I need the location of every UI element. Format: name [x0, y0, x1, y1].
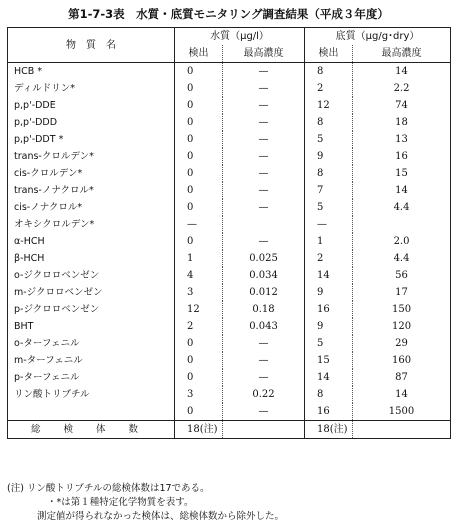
water-detect: 0	[175, 199, 223, 216]
sediment-detect: 15	[305, 352, 353, 369]
sediment-max: 2.0	[393, 236, 410, 247]
sediment-max: 13	[395, 134, 408, 145]
sediment-max: 4.4	[393, 202, 410, 213]
water-detect: 3	[175, 386, 223, 403]
sediment-detect: 12	[305, 97, 353, 114]
water-detect: 0	[175, 165, 223, 182]
table-row	[8, 352, 451, 369]
water-max: 0.025	[223, 250, 305, 267]
total-row	[8, 421, 451, 439]
table-row	[8, 97, 451, 114]
footnote-1: (注) リン酸トリブチルの総検体数は17である。	[7, 483, 210, 494]
sediment-detect: —	[305, 216, 353, 233]
sediment-detect: 5	[305, 335, 353, 352]
water-max: 0.043	[223, 318, 305, 335]
substance-name: オキシクロルデン*	[8, 216, 175, 233]
sediment-max: 2.2	[393, 83, 410, 94]
table-row	[8, 148, 451, 165]
footnote-2: ・*は第１種特定化学物質を表す。	[47, 497, 194, 508]
sediment-detect-header: 検出	[305, 45, 353, 63]
water-detect: 1	[175, 250, 223, 267]
table-row	[8, 335, 451, 352]
water-max: —	[223, 403, 305, 421]
substance-name: HCB *	[8, 63, 175, 81]
sediment-detect: 8	[305, 63, 353, 81]
table-row	[8, 131, 451, 148]
sediment-max: 87	[395, 372, 408, 383]
water-max: —	[223, 165, 305, 182]
substance-name: p,p'-DDD	[8, 114, 175, 131]
sediment-max: 4.4	[393, 253, 410, 264]
substance-name	[8, 403, 175, 421]
sediment-max: 14	[395, 66, 408, 77]
water-max: 0.18	[223, 301, 305, 318]
table-row	[8, 216, 451, 233]
sediment-detect: 14	[305, 369, 353, 386]
substance-name: α-HCH	[8, 233, 175, 250]
substance-name: p-ターフェニル	[8, 369, 175, 386]
table-row	[8, 267, 451, 284]
substance-name: p,p'-DDT *	[8, 131, 175, 148]
sediment-detect: 2	[305, 250, 353, 267]
table-row	[8, 301, 451, 318]
sediment-detect: 5	[305, 131, 353, 148]
sediment-detect: 9	[305, 318, 353, 335]
sediment-max	[353, 216, 451, 233]
sediment-detect: 14	[305, 267, 353, 284]
sediment-max: 15	[395, 168, 408, 179]
water-detect: 0	[175, 80, 223, 97]
monitoring-results-table	[7, 27, 451, 439]
total-water: 18(注)	[175, 421, 223, 439]
water-max: —	[223, 199, 305, 216]
substance-name: o-ジクロロベンゼン	[8, 267, 175, 284]
substance-name: β-HCH	[8, 250, 175, 267]
table-row	[8, 369, 451, 386]
water-detect: 0	[175, 182, 223, 199]
water-detect: 0	[175, 233, 223, 250]
table-row	[8, 403, 451, 421]
water-detect: 2	[175, 318, 223, 335]
water-max: 0.034	[223, 267, 305, 284]
substance-name: cis-クロルデン*	[8, 165, 175, 182]
water-max: —	[223, 97, 305, 114]
table-row	[8, 318, 451, 335]
water-detect: 0	[175, 131, 223, 148]
sediment-detect: 1	[305, 233, 353, 250]
water-max: —	[223, 352, 305, 369]
sediment-max: 160	[391, 355, 412, 366]
table-row	[8, 386, 451, 403]
water-max: —	[223, 335, 305, 352]
water-detect: 0	[175, 148, 223, 165]
water-detect: 3	[175, 284, 223, 301]
water-detect: 0	[175, 114, 223, 131]
sediment-max: 74	[395, 100, 408, 111]
sediment-detect: 5	[305, 199, 353, 216]
water-max: —	[223, 369, 305, 386]
table-row	[8, 63, 451, 81]
substance-name: trans-ノナクロル*	[8, 182, 175, 199]
water-max: —	[223, 131, 305, 148]
water-detect: 4	[175, 267, 223, 284]
sediment-detect: 8	[305, 114, 353, 131]
water-max: —	[223, 63, 305, 81]
water-detect: —	[175, 216, 223, 233]
sediment-header: 底質（μg/g･dry）	[335, 31, 420, 42]
table-row	[8, 250, 451, 267]
water-max-header: 最高濃度	[223, 45, 305, 63]
water-detect: 12	[175, 301, 223, 318]
substance-name: o-ターフェニル	[8, 335, 175, 352]
substance-name: BHT	[8, 318, 175, 335]
footnotes	[7, 482, 450, 524]
water-max	[223, 216, 305, 233]
water-max: —	[223, 114, 305, 131]
water-detect: 0	[175, 63, 223, 81]
sediment-max: 150	[391, 304, 412, 315]
table-row	[8, 165, 451, 182]
water-max: —	[223, 148, 305, 165]
sediment-max: 120	[391, 321, 412, 332]
substance-name: trans-クロルデン*	[8, 148, 175, 165]
footnote-3: 測定値が得られなかった検体は、総検体数から除外した。	[37, 511, 285, 522]
table-row	[8, 284, 451, 301]
sediment-max: 1500	[388, 406, 415, 417]
water-max: 0.012	[223, 284, 305, 301]
substance-name: m-ジクロロベンゼン	[8, 284, 175, 301]
sediment-detect: 9	[305, 284, 353, 301]
sediment-max: 14	[395, 389, 408, 400]
sediment-max: 56	[395, 270, 408, 281]
sediment-detect: 9	[305, 148, 353, 165]
substance-name: p-ジクロロベンゼン	[8, 301, 175, 318]
sediment-max: 14	[395, 185, 408, 196]
sediment-detect: 8	[305, 386, 353, 403]
sediment-max: 17	[395, 287, 408, 298]
total-sediment: 18(注)	[305, 421, 353, 439]
table-row	[8, 80, 451, 97]
water-detect-header: 検出	[175, 45, 223, 63]
water-detect: 0	[175, 369, 223, 386]
water-detect: 0	[175, 335, 223, 352]
table-row	[8, 182, 451, 199]
substance-name: リン酸トリブチル	[8, 386, 175, 403]
water-detect: 0	[175, 97, 223, 114]
substance-name: cis-ノナクロル*	[8, 199, 175, 216]
water-max: 0.22	[223, 386, 305, 403]
substance-name: m-ターフェニル	[8, 352, 175, 369]
total-label: 総 検 体 数	[8, 421, 175, 439]
water-detect: 0	[175, 352, 223, 369]
substance-header: 物 質 名	[8, 28, 175, 63]
table-row	[8, 199, 451, 216]
sediment-max-header: 最高濃度	[353, 45, 451, 63]
table-row	[8, 233, 451, 250]
water-max: —	[223, 182, 305, 199]
sediment-detect: 16	[305, 403, 353, 421]
table-row	[8, 114, 451, 131]
sediment-detect: 8	[305, 165, 353, 182]
water-detect: 0	[175, 403, 223, 421]
sediment-detect: 16	[305, 301, 353, 318]
sediment-detect: 2	[305, 80, 353, 97]
substance-name: ディルドリン*	[8, 80, 175, 97]
table-title: 第1-7-3表 水質・底質モニタリング調査結果（平成３年度）	[68, 7, 389, 21]
water-header: 水質（μg/l）	[175, 28, 305, 46]
water-max: —	[223, 233, 305, 250]
sediment-max: 29	[395, 338, 408, 349]
sediment-detect: 7	[305, 182, 353, 199]
sediment-max: 18	[395, 117, 408, 128]
sediment-max: 16	[395, 151, 408, 162]
water-max: —	[223, 80, 305, 97]
substance-name: p,p'-DDE	[8, 97, 175, 114]
